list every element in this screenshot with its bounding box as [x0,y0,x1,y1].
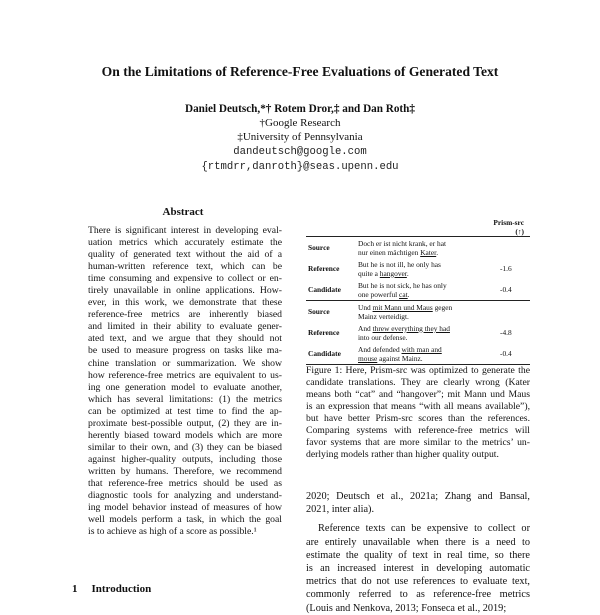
text-line: diagnostic tools for analyzing and understand- [88,490,282,502]
source-label: Source [308,307,330,317]
paper-authors: Daniel Deutsch,*† Rotem Dror,‡ and Dan Roth‡ [185,103,415,115]
text-line: well models perform a task, in which the goal [88,514,282,526]
text-line: proximate best-possible output, (2) they are in- [88,417,282,429]
text-line: but have better Prism-src scores than the references. [306,413,530,425]
reference-text: But he is not ill, he only has quite a hangover. [358,259,441,278]
abstract-body [88,225,282,538]
text-line: is to achieve as high of a score as possible.¹ [88,526,257,538]
table-row [306,258,530,279]
text-line: 2020; Deutsch et al., 2021a; Zhang and Bansal, [306,491,530,502]
text-line: can be optimized at test time to find the ap- [88,405,282,417]
text-line: quality of generated text without the aid of a [88,249,282,261]
text-line: similar to their own, and (3) they can be biased [88,441,282,453]
text-line: how reference-free metrics are equivalent to us- [88,369,282,381]
body-text-right [306,490,530,615]
text-line: metrics that do not use references to evaluate text, [306,576,530,588]
text-line: that reference-free metrics should be used as [88,477,282,489]
text-line: uation metrics which accurately estimate the [88,237,282,249]
text-line: is an expression that means “with all means available”), [306,401,530,413]
text-line: candidate translations. They are clearly wrong (Kater [306,377,530,389]
reference-label: Reference [308,264,340,274]
candidate-score: -0.4 [488,343,530,365]
reference-score: -4.8 [500,328,512,338]
candidate-label: Candidate [306,343,356,365]
score-header: Prism-src (↑) [488,218,530,237]
source-text: Und mit Mann und Maus gegen Mainz verteidigt. [358,302,453,321]
table-row [306,343,530,365]
paper-title: On the Limitations of Reference-Free Evaluations of Generated Text [101,64,499,79]
candidate-label: Candidate [306,279,356,301]
text-line: 2021, inter alia). [306,504,375,516]
table-row [306,279,530,301]
reference-score: -1.6 [500,264,512,274]
section-heading-introduction [72,583,151,595]
reference-text: And threw everything they had into our defense. [358,323,450,342]
text-line: derlying models rather than higher quality output. [306,449,499,461]
text-line: (Louis and Nenkova, 2013; Fonseca et al., 2019; [306,602,507,614]
candidate-text: But he is not sick, he has only one powerful cat. [356,279,488,301]
text-line: ated text, and we argue that they should not [88,333,282,345]
source-text: Doch er ist nicht krank, er hat nur einen mächtigen Kater. [358,238,447,257]
text-line: and limited in their ability to evaluate gener- [88,321,282,333]
text-line: is an increased interest in developing automatic [306,563,530,575]
abstract-heading: Abstract [162,206,204,218]
text-line: herently biased toward models which are more [88,429,282,441]
figure-1-caption [306,365,530,461]
email-secondary: {rtmdrr,danroth}@seas.upenn.edu [201,161,399,173]
affiliation-upenn: ‡University of Pennsylvania [237,131,363,143]
text-line: written by humans. Therefore, we recommend [88,465,282,477]
text-line: ing model behavior instead of measures of how [88,502,282,514]
text-line: Comparing systems with reference-free metrics will [306,425,530,437]
text-line: tirely unavailable in online applications. How- [88,285,282,297]
candidate-score: -0.4 [488,279,530,301]
text-line: commonly referred to as reference-free metrics [306,589,530,601]
text-line: ing one generation model to evaluate another, [88,381,282,393]
text-line: ever, in this work, we demonstrate that these [88,297,282,309]
figure-table-header [306,218,530,237]
table-row [306,322,530,343]
text-line: reference-free metrics are inherently biased [88,309,282,321]
figure-1-table [306,218,530,365]
text-line: Figure 1: Here, Prism-src was optimized to generate the [306,365,530,376]
text-line: time consuming and expensive to collect or en- [88,273,282,285]
text-line: Reference texts can be expensive to collect or [318,523,530,535]
email-primary: dandeutsch@google.com [233,146,367,158]
text-line: are entirely unavailable when there is a need to [306,536,530,548]
text-line: There is significant interest in developing eval- [88,225,282,236]
text-line: against higher-quality outputs, including those [88,453,282,465]
text-line: be used to measure progress on tasks like ma- [88,345,282,357]
source-label: Source [308,243,330,253]
affiliation-google: †Google Research [259,117,341,129]
text-line: means both “cat” and “hangover”; mit Mann und Maus [306,389,530,401]
text-line: favor systems that are more similar to the metrics’ un- [306,437,530,449]
text-line: estimate the quality of text in real time, so there [306,549,530,561]
table-row [306,301,530,323]
text-line: which has several limitations: (1) the metrics [88,393,282,405]
candidate-text: And defended with man and mouse against Mainz. [356,343,488,365]
reference-label: Reference [308,328,340,338]
text-line: human-written reference text, which can be [88,261,282,273]
section-number: 1 [72,583,78,595]
text-line: chine translation or summarization. We show [88,357,282,369]
table-row [306,237,530,259]
section-title: Introduction [91,583,152,595]
